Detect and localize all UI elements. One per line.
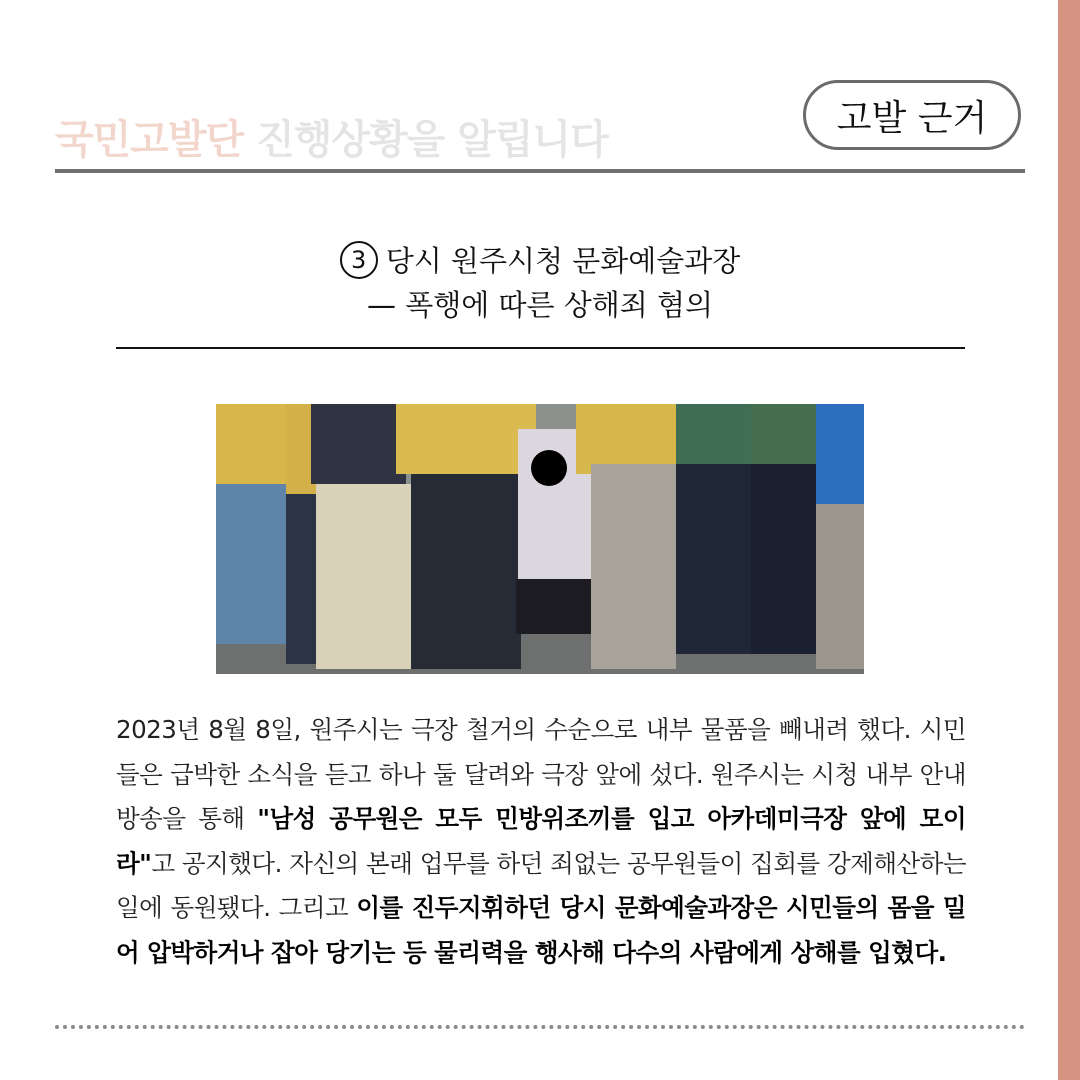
header-title-highlight: 국민고발단 — [55, 117, 244, 163]
side-accent-stripe — [1058, 0, 1080, 1080]
dotted-divider — [55, 1025, 1025, 1029]
header-divider — [55, 169, 1025, 173]
event-photo — [216, 404, 864, 674]
circled-number-icon: 3 — [340, 241, 378, 279]
section-title-line-1: 당시 원주시청 문화예술과장 — [385, 244, 741, 278]
emphasis-text: 이를 진두지휘하던 당시 문화예술과장은 시민들의 몸을 밀어 압박하거나 잡아 당기는 등 물리력을 행사해 다수의 사람에게 상해를 입혔다. — [116, 893, 966, 967]
header-title-rest: 진행상황을 알립니다 — [256, 117, 608, 163]
section-heading — [0, 240, 1080, 327]
section-divider — [116, 347, 965, 349]
body-text-1: 2023년 8월 8일, 원주시는 극장 철거의 수순으로 내부 물품을 빼내려 했다. 시민들은 급박한 소식을 듣고 하나 둘 달려와 극장 앞에 섰다. 원주시는 시청 내부 안내방송을 통해 — [116, 715, 966, 833]
photo-illustration — [216, 404, 864, 674]
page-header-title — [55, 108, 608, 165]
body-text-2: 고 공지했다. 자신의 본래 업무를 하던 죄없는 공무원들이 집회를 강제해산하는 일에 동원됐다. 그리고 — [116, 848, 966, 922]
section-title-line-2: — 폭행에 따른 상해죄 혐의 — [366, 287, 713, 322]
quoted-announcement: "남성 공무원은 모두 민방위조끼를 입고 아카데미극장 앞에 모이라" — [116, 804, 966, 878]
badge-button[interactable]: 고발 근거 — [803, 80, 1021, 150]
section-heading-line-1 — [0, 240, 1080, 284]
body-paragraph — [116, 708, 966, 975]
